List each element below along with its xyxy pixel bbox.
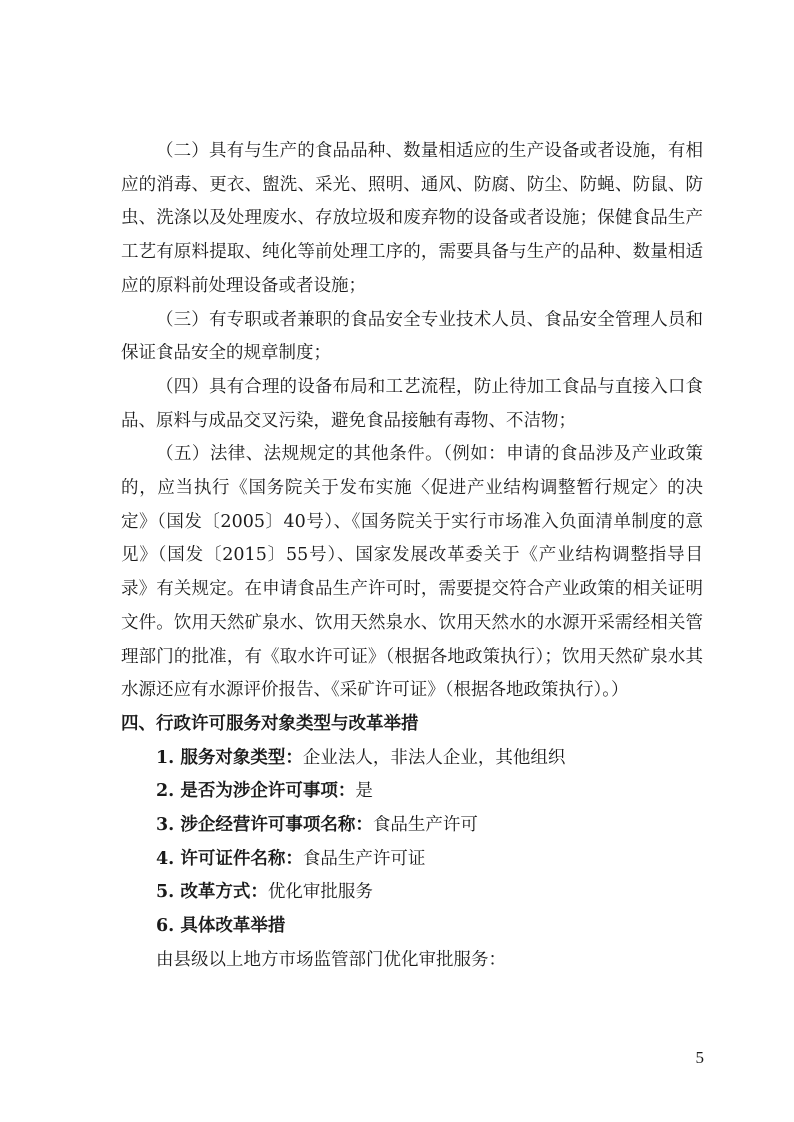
paragraph-item-3: （三）有专职或者兼职的食品安全专业技术人员、食品安全管理人员和保证食品安全的规章制度； [121, 309, 703, 364]
list-item-value: 是 [355, 781, 373, 802]
list-item-label: 2. 是否为涉企许可事项： [156, 781, 356, 802]
list-item-value: 食品生产许可证 [302, 848, 426, 869]
list-item-value: 食品生产许可 [372, 815, 478, 836]
page-number: 5 [695, 1048, 704, 1067]
list-item-service-type [121, 742, 703, 776]
list-item-label: 5. 改革方式： [156, 882, 268, 903]
list-item-label: 1. 服务对象类型： [156, 747, 303, 768]
list-item-label: 4. 许可证件名称： [156, 848, 303, 869]
paragraph-item-2: （二）具有与生产的食品品种、数量相适应的生产设备或者设施，有相应的消毒、更衣、盥洗、采光、照明、通风、防腐、防尘、防蝇、防鼠、防虫、洗涤以及处理废水、存放垃圾和废弃物的设备或者设施；保健食品生产工艺有原料提取、纯化等前处理工序的，需要具备与生产的品种、数量相适应的原料前处理设备或者设施； [121, 141, 703, 296]
list-item-enterprise-related [121, 775, 703, 809]
paragraph-item-4: （四）具有合理的设备布局和工艺流程，防止待加工食品与直接入口食品、原料与成品交叉污染，避免食品接触有毒物、不洁物； [121, 376, 703, 431]
body-text [121, 135, 703, 978]
list-item-reform-method [121, 876, 703, 910]
list-item-label: 3. 涉企经营许可事项名称： [156, 815, 373, 836]
list-item-value: 优化审批服务 [267, 882, 373, 903]
list-item-label: 6. 具体改革举措 [156, 916, 286, 937]
list-item-license-matter-name [121, 809, 703, 843]
list-item-value: 企业法人，非法人企业，其他组织 [302, 747, 566, 768]
closing-line: 由县级以上地方市场监管部门优化审批服务： [156, 949, 506, 970]
section-heading: 四、行政许可服务对象类型与改革举措 [121, 713, 419, 734]
paragraph-item-5: （五）法律、法规规定的其他条件。（例如：申请的食品涉及产业政策的，应当执行《国务院关于发布实施〈促进产业结构调整暂行规定〉的决定》（国发〔2005〕40号）、《国务院关于实行市场准入负面清单制度的意见》（国发〔2015〕55号）、国家发展改革委关于《产业结构调整指导目录》有关规定。在申请食品生产许可时，需要提交符合产业政策的相关证明文件。饮用天然矿泉水、饮用天然泉水、饮用天然水的水源开采需经相关管理部门的批准，有《取水许可证》（根据各地政策执行）；饮用天然矿泉水其水源还应有水源评价报告、《采矿许可证》（根据各地政策执行）。） [121, 444, 703, 701]
list-item-certificate-name [121, 843, 703, 877]
list-item-reform-measures [121, 910, 703, 944]
